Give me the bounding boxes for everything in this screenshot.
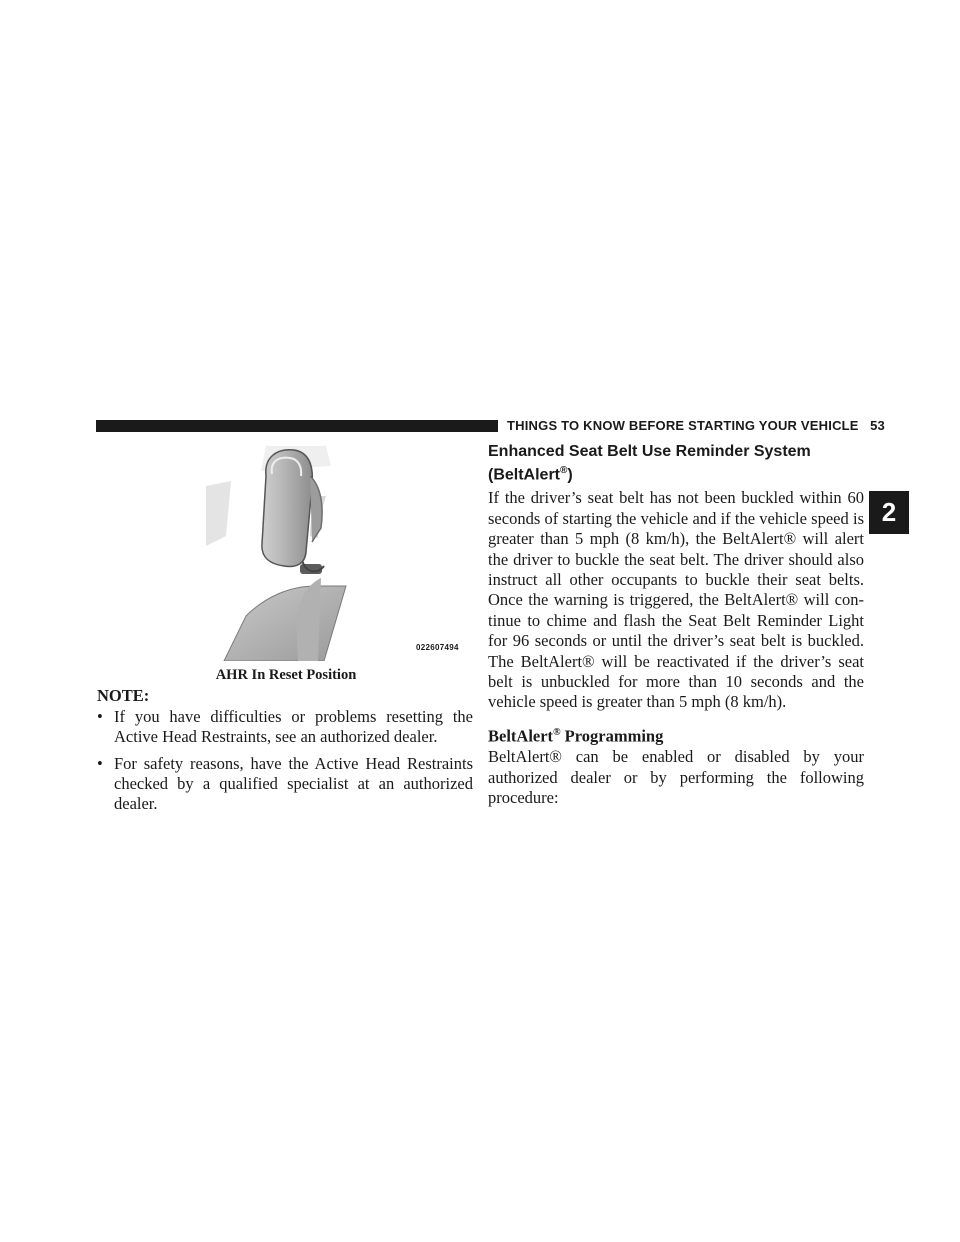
section-heading (488, 442, 864, 484)
figure-code: 022607494 (416, 643, 459, 652)
heading-line2-suffix: ) (567, 466, 573, 484)
chapter-tab: 2 (869, 491, 909, 534)
list-item (97, 707, 473, 747)
body-paragraph-2: BeltAlert® can be enabled or disabled by your authorized dealer or by performing the following procedure: (488, 747, 864, 808)
body-paragraph: If the driver’s seat belt has not been buckled within 60 seconds of starting the vehicle and if the vehicle speed is greater than 5 mph (8 km/h), the BeltAlert® will alert the driver to buckle the seat belt. The driver should also instruct all other occupants to buckle their seat belts. Once the warning is triggered, the BeltAlert® will con-tinue to chime and flash the Seat Belt Reminder Light for 96 seconds or until the driver’s seat belt is buckled. The BeltAlert® will be reactivated if the driver’s seat belt is unbuckled for more than 10 seconds and the vehicle speed is greater than 5 mph (8 km/h). (488, 488, 864, 712)
head-restraint-illustration (206, 446, 472, 661)
heading-line1: Enhanced Seat Belt Use Reminder System (488, 443, 811, 460)
right-column (488, 442, 864, 809)
subheading (488, 723, 864, 747)
list-item-text: If you have difficulties or problems resetting the Active Head Restraints, see an authorized dealer. (114, 707, 473, 746)
list-item-text: For safety reasons, have the Active Head Restraints checked by a qualified specialist at an authorized dealer. (114, 754, 473, 813)
registered-mark: ® (560, 465, 568, 476)
figure-caption: AHR In Reset Position (215, 667, 357, 683)
header-rule (96, 420, 498, 432)
subheading-suffix: Programming (560, 726, 664, 746)
subheading-prefix: BeltAlert (488, 726, 554, 746)
page-number: 53 (870, 418, 885, 433)
running-header (507, 418, 885, 434)
note-list (97, 707, 473, 821)
note-title: NOTE: (97, 686, 150, 705)
list-item (97, 754, 473, 814)
head-restraint-figure (206, 446, 472, 661)
header-title: THINGS TO KNOW BEFORE STARTING YOUR VEHICLE (507, 418, 859, 433)
registered-mark: ® (553, 726, 561, 738)
bullet-glyph: • (97, 754, 103, 773)
bullet-glyph: • (97, 707, 103, 726)
heading-line2-prefix: (BeltAlert (488, 466, 561, 484)
